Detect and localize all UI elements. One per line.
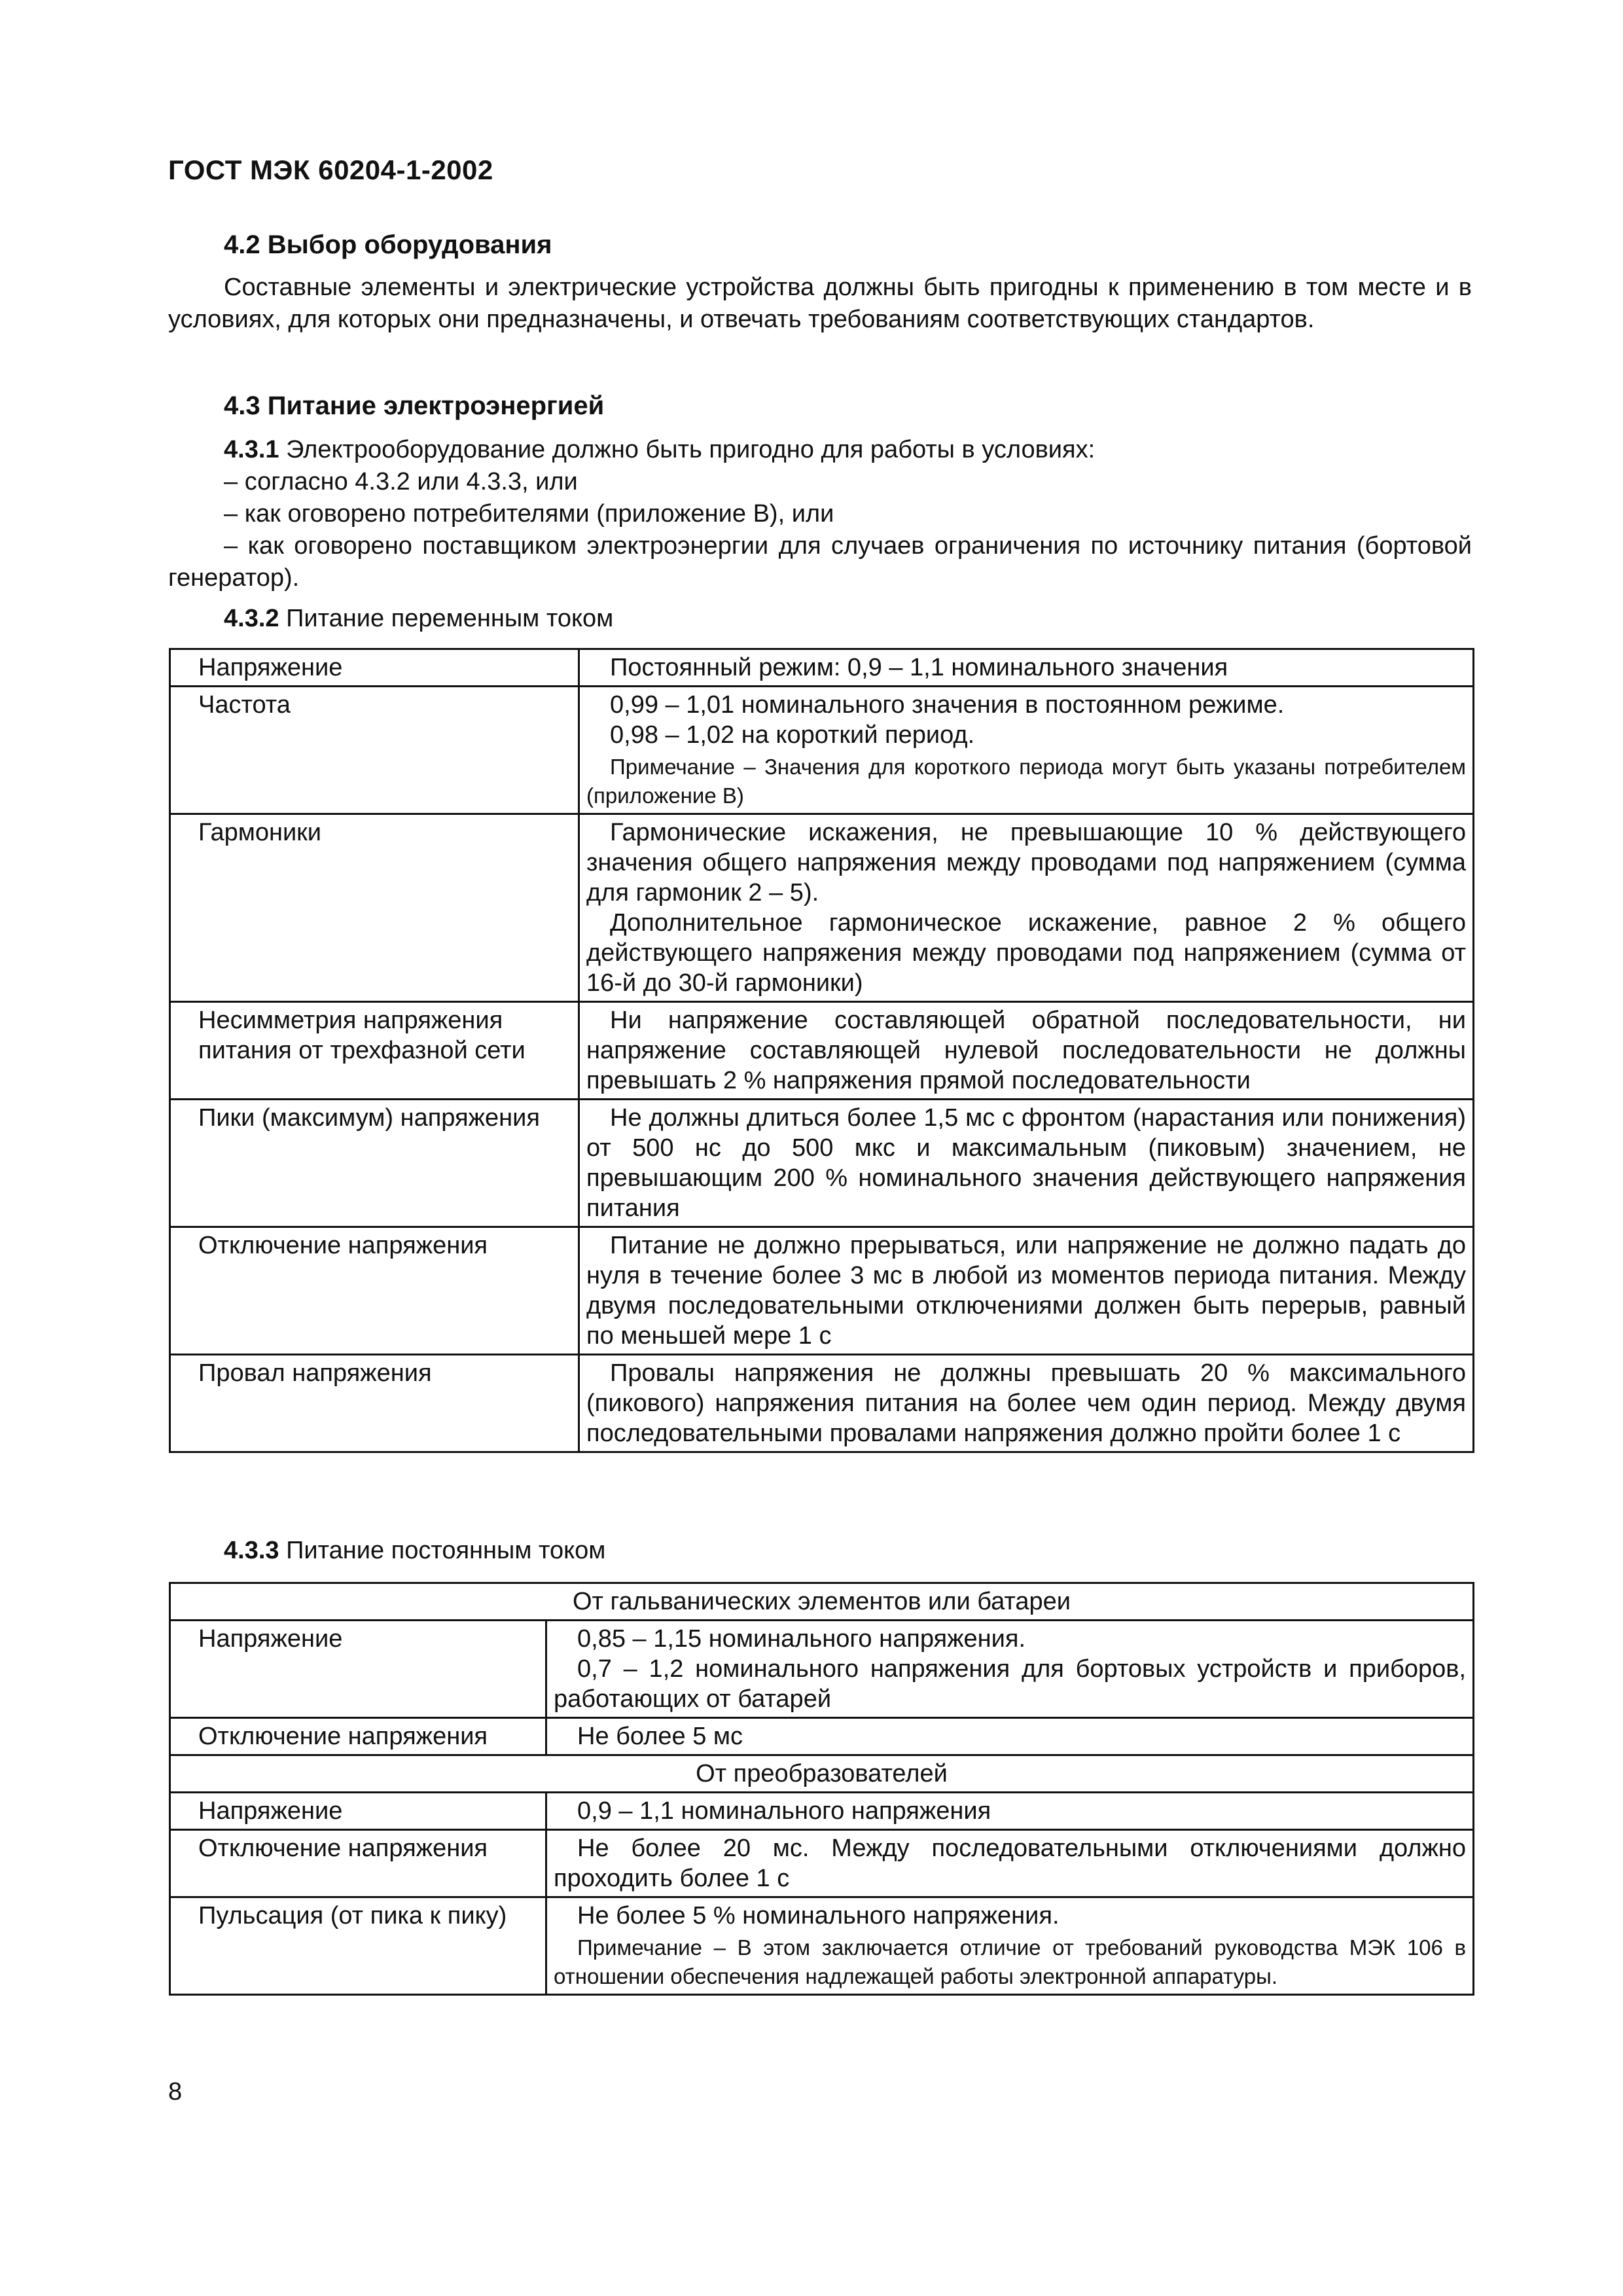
paragraph-4-3-1 bbox=[224, 434, 1472, 466]
table-cell-label: Провал напряжения bbox=[170, 1355, 579, 1452]
table-cell-label: Отключение напряжения bbox=[170, 1830, 546, 1897]
table-cell-value: Не более 5 мс bbox=[546, 1718, 1474, 1755]
table-cell-label: Напряжение bbox=[170, 1793, 546, 1830]
paragraph-text: Питание постоянным током bbox=[279, 1537, 606, 1564]
table-cell-label: Пульсация (от пика к пику) bbox=[170, 1897, 546, 1995]
table-cell-label: Напряжение bbox=[170, 649, 579, 687]
table-row bbox=[170, 1355, 1474, 1452]
table-section-row bbox=[170, 1755, 1474, 1793]
table-cell-value: Не должны длиться более 1,5 мс с фронтом (нарастания или понижения) от 500 нс до 500 мкс и максимальным (пиковым) значением, не превышающим 200 % номинального значения действующего напряжения питания bbox=[579, 1100, 1474, 1227]
table-row bbox=[170, 649, 1474, 687]
paragraph-number: 4.3.1 bbox=[224, 436, 279, 463]
table-row bbox=[170, 1793, 1474, 1830]
table-section-heading: От преобразователей bbox=[170, 1755, 1474, 1793]
paragraph-4-3-2 bbox=[224, 603, 1472, 635]
paragraph-number: 4.3.2 bbox=[224, 605, 279, 632]
table-cell-label: Отключение напряжения bbox=[170, 1718, 546, 1755]
table-cell-value: 0,85 – 1,15 номинального напряжения. 0,7 – 1,2 номинального напряжения для бортовых устройств и приборов, работающих от батарей bbox=[546, 1621, 1474, 1718]
table-cell-value: Ни напряжение составляющей обратной последовательности, ни напряжение составляющей нулевой последовательности не должны превышать 2 % напряжения прямой последовательности bbox=[579, 1002, 1474, 1100]
table-cell-value: Постоянный режим: 0,9 – 1,1 номинального значения bbox=[579, 649, 1474, 687]
table-row bbox=[170, 1897, 1474, 1995]
paragraph-number: 4.3.3 bbox=[224, 1537, 279, 1564]
table-row bbox=[170, 1002, 1474, 1100]
dc-supply-table bbox=[169, 1582, 1474, 1996]
list-item: – как оговорено поставщиком электроэнергии для случаев ограничения по источнику питания (бортовой генератор). bbox=[168, 532, 1472, 592]
list-item: – как оговорено потребителями (приложение В), или bbox=[224, 500, 834, 528]
table-row bbox=[170, 687, 1474, 814]
table-cell-value: Гармонические искажения, не превышающие 10 % действующего значения общего напряжения между проводами под напряжением (сумма для гармоник 2 – 5). Дополнительное гармоническое искажение, равное 2 % общего действующего напряжения между проводами под напряжением (сумма от 16-й до 30-й гармоники) bbox=[579, 814, 1474, 1002]
table-cell-label: Пики (максимум) напряжения bbox=[170, 1100, 579, 1227]
table-cell-label: Отключение напряжения bbox=[170, 1227, 579, 1355]
table-row bbox=[170, 1830, 1474, 1897]
table-cell-value: 0,99 – 1,01 номинального значения в постоянном режиме. 0,98 – 1,02 на короткий период. Примечание – Значения для короткого периода могут быть указаны потребителем (приложение В) bbox=[579, 687, 1474, 814]
table-cell-value: Не более 20 мс. Между последовательными отключениями должно проходить более 1 с bbox=[546, 1830, 1474, 1897]
paragraph-text: Питание переменным током bbox=[279, 605, 614, 632]
table-row bbox=[170, 1621, 1474, 1718]
table-cell-value: Питание не должно прерываться, или напряжение не должно падать до нуля в течение более 3 мс в любой из моментов периода питания. Между двумя последовательными отключениями должен быть перерыв, равный по меньшей мере 1 с bbox=[579, 1227, 1474, 1355]
table-note: Примечание – В этом заключается отличие от требований руководства МЭК 106 в отношении обеспечения надлежащей работы электронной аппаратуры. bbox=[554, 1935, 1467, 1988]
paragraph-text: Электрооборудование должно быть пригодно для работы в условиях: bbox=[279, 436, 1096, 463]
table-cell-label: Гармоники bbox=[170, 814, 579, 1002]
table-cell-value: Провалы напряжения не должны превышать 20 % максимального (пикового) напряжения питания на более чем один период. Между двумя последовательными провалами напряжения должно пройти более 1 с bbox=[579, 1355, 1474, 1452]
table-cell-value: Не более 5 % номинального напряжения. Примечание – В этом заключается отличие от требований руководства МЭК 106 в отношении обеспечения надлежащей работы электронной аппаратуры. bbox=[546, 1897, 1474, 1995]
table-section-heading: От гальванических элементов или батареи bbox=[170, 1583, 1474, 1621]
ac-supply-table bbox=[169, 648, 1474, 1453]
table-row bbox=[170, 814, 1474, 1002]
table-cell-label: Напряжение bbox=[170, 1621, 546, 1718]
list-item: – согласно 4.3.2 или 4.3.3, или bbox=[224, 468, 578, 495]
table-note: Примечание – Значения для короткого периода могут быть указаны потребителем (приложение В) bbox=[586, 755, 1466, 808]
table-row bbox=[170, 1227, 1474, 1355]
page-number: 8 bbox=[168, 2078, 183, 2106]
section-4-3-title: 4.3 Питание электроэнергией bbox=[224, 391, 605, 420]
paragraph-4-3-3 bbox=[224, 1535, 1472, 1567]
table-row bbox=[170, 1100, 1474, 1227]
table-row bbox=[170, 1718, 1474, 1755]
table-cell-label: Частота bbox=[170, 687, 579, 814]
table-cell-value: 0,9 – 1,1 номинального напряжения bbox=[546, 1793, 1474, 1830]
table-section-row bbox=[170, 1583, 1474, 1621]
section-4-2-title: 4.2 Выбор оборудования bbox=[224, 230, 552, 259]
document-header: ГОСТ МЭК 60204-1-2002 bbox=[168, 154, 493, 185]
table-cell-label: Несимметрия напряжения питания от трехфазной сети bbox=[170, 1002, 579, 1100]
section-4-2-text: Составные элементы и электрические устройства должны быть пригодны к применению в том месте и в условиях, для которых они предназначены, и отвечать требованиям соответствующих стандартов. bbox=[168, 274, 1472, 333]
